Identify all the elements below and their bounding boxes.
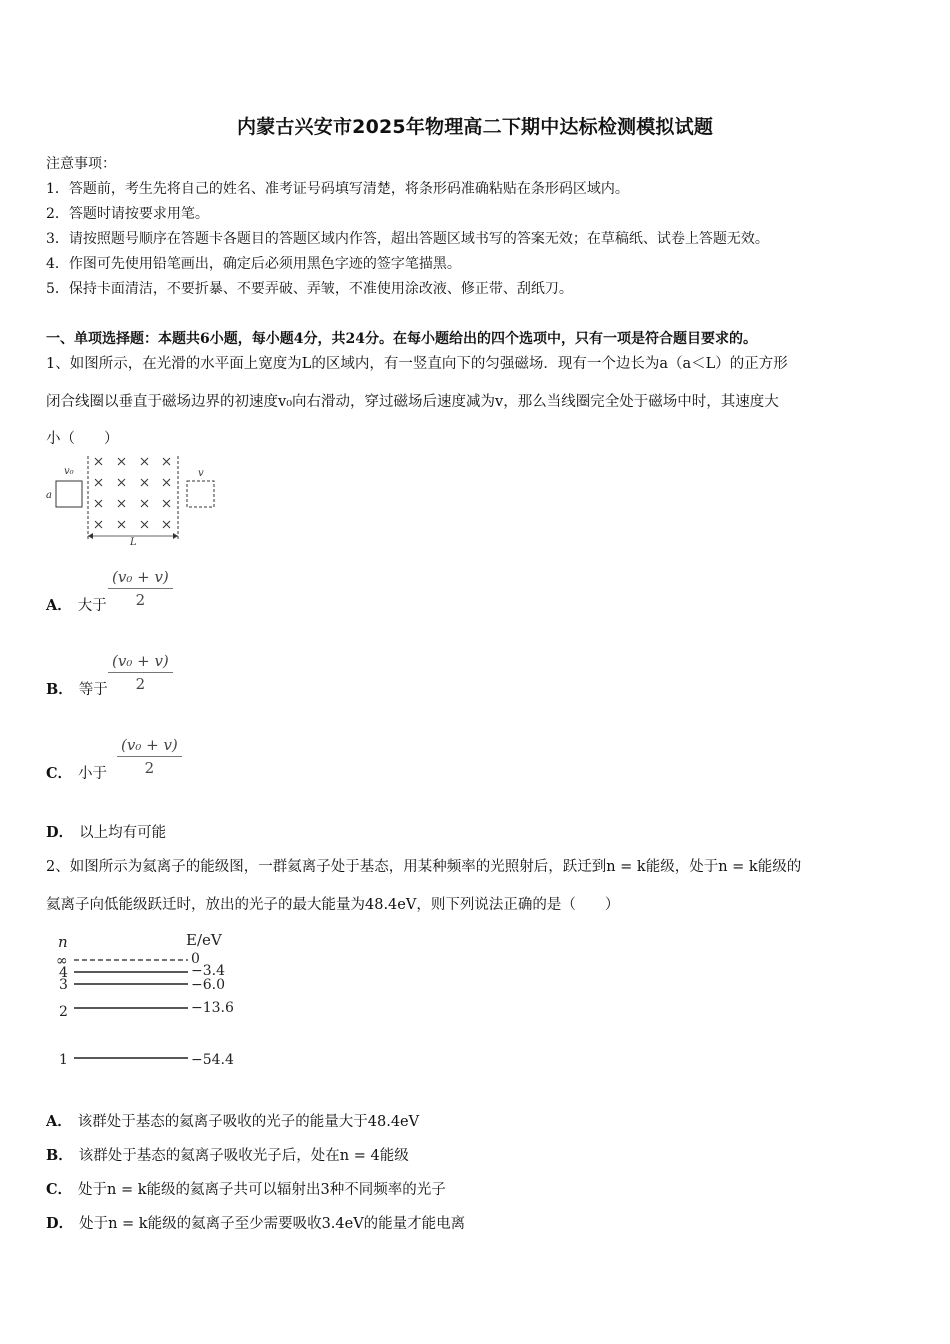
q1-option-a[interactable] bbox=[46, 594, 107, 615]
q1-magnetic-field-figure bbox=[44, 452, 224, 548]
level-n-1: 1 bbox=[59, 1052, 68, 1068]
fraction-denominator: 2 bbox=[144, 759, 155, 777]
notice-heading: 注意事项： bbox=[46, 156, 116, 172]
level-e-inf: 0 bbox=[191, 951, 200, 967]
fraction-numerator: (v₀ + v) bbox=[112, 652, 169, 670]
option-text: 以上均有可能 bbox=[79, 825, 167, 841]
option-label: A． bbox=[46, 597, 72, 614]
fraction-numerator: (v₀ + v) bbox=[121, 736, 178, 754]
option-label: C． bbox=[46, 765, 73, 782]
q2-stem-line1: 2、如图所示为氦离子的能级图，一群氦离子处于基态，用某种频率的光照射后，跃迁到n = k能级，处于n = k能级的 bbox=[46, 859, 802, 875]
level-e-1: −54.4 bbox=[191, 1052, 234, 1068]
fraction-numerator: (v₀ + v) bbox=[112, 568, 169, 586]
option-text: 处于n = k能级的氦离子共可以辐射出3种不同频率的光子 bbox=[78, 1182, 446, 1198]
option-label: B． bbox=[46, 1147, 73, 1164]
notice-item: 3．请按照题号顺序在答题卡各题目的答题区域内作答，超出答题区域书写的答案无效；在草稿纸、试卷上答题无效。 bbox=[46, 231, 769, 247]
q1-option-c[interactable] bbox=[46, 762, 107, 783]
option-label: C． bbox=[46, 1181, 73, 1198]
section-heading: 一、单项选择题：本题共6小题，每小题4分，共24分。在每小题给出的四个选项中，只有一项是符合题目要求的。 bbox=[46, 331, 757, 347]
label-a: a bbox=[46, 490, 52, 501]
page-title: 内蒙古兴安市2025年物理高二下期中达标检测模拟试题 bbox=[236, 116, 714, 138]
notice-item: 2．答题时请按要求用笔。 bbox=[46, 206, 209, 222]
notice-item: 1．答题前，考生先将自己的姓名、准考证号码填写清楚，将条形码准确粘贴在条形码区域内。 bbox=[46, 181, 629, 197]
q2-energy-level-diagram bbox=[50, 928, 250, 1074]
level-e-4: −3.4 bbox=[191, 963, 225, 979]
q1-stem-line2: 闭合线圈以垂直于磁场边界的初速度v₀向右滑动，穿过磁场后速度减为v，那么当线圈完全处于磁场中时，其速度大 bbox=[46, 394, 779, 410]
option-label: D． bbox=[46, 824, 74, 841]
q2-option-a[interactable] bbox=[46, 1110, 419, 1131]
level-n-inf: ∞ bbox=[56, 953, 68, 969]
option-text: 大于 bbox=[77, 598, 107, 614]
q1-option-a-fraction bbox=[108, 568, 173, 609]
level-e-3: −6.0 bbox=[191, 977, 225, 993]
notice-item: 5．保持卡面清洁，不要折暴、不要弄破、弄皱，不准使用涂改液、修正带、刮纸刀。 bbox=[46, 281, 573, 297]
fraction-denominator: 2 bbox=[135, 591, 146, 609]
option-text: 处于n = k能级的氦离子至少需要吸收3.4eV的能量才能电离 bbox=[79, 1216, 466, 1232]
option-label: D． bbox=[46, 1215, 74, 1232]
energy-axis-label: E/eV bbox=[186, 931, 222, 949]
q2-stem-line2: 氦离子向低能级跃迁时，放出的光子的最大能量为48.4eV，则下列说法正确的是（ ） bbox=[46, 897, 620, 913]
label-L: L bbox=[130, 537, 137, 548]
label-v0: v₀ bbox=[64, 466, 74, 477]
option-text: 小于 bbox=[78, 766, 108, 782]
q2-option-b[interactable] bbox=[46, 1144, 409, 1165]
q1-option-c-fraction bbox=[117, 736, 182, 777]
q2-option-d[interactable] bbox=[46, 1212, 465, 1233]
q1-stem-line3: 小（ ） bbox=[46, 431, 119, 447]
option-label: A． bbox=[46, 1113, 72, 1130]
level-e-2: −13.6 bbox=[191, 1000, 234, 1016]
notice-item: 4．作图可先使用铅笔画出，确定后必须用黑色字迹的签字笔描黑。 bbox=[46, 256, 461, 272]
level-n-3: 3 bbox=[59, 977, 68, 993]
level-n-2: 2 bbox=[59, 1004, 68, 1020]
n-axis-label: n bbox=[58, 933, 68, 951]
option-text: 该群处于基态的氦离子吸收的光子的能量大于48.4eV bbox=[77, 1114, 420, 1130]
q2-option-c[interactable] bbox=[46, 1178, 446, 1199]
option-text: 该群处于基态的氦离子吸收光子后，处在n = 4能级 bbox=[78, 1148, 409, 1164]
q1-option-b[interactable] bbox=[46, 678, 108, 699]
fraction-denominator: 2 bbox=[135, 675, 146, 693]
option-label: B． bbox=[46, 681, 73, 698]
level-n-4: 4 bbox=[59, 965, 68, 981]
label-v: v bbox=[198, 468, 204, 479]
option-text: 等于 bbox=[78, 682, 108, 698]
q1-stem-line1: 1、如图所示，在光滑的水平面上宽度为L的区域内，有一竖直向下的匀强磁场．现有一个边长为a（a＜L）的正方形 bbox=[46, 356, 788, 372]
q1-option-d[interactable] bbox=[46, 821, 166, 842]
q1-option-b-fraction bbox=[108, 652, 173, 693]
